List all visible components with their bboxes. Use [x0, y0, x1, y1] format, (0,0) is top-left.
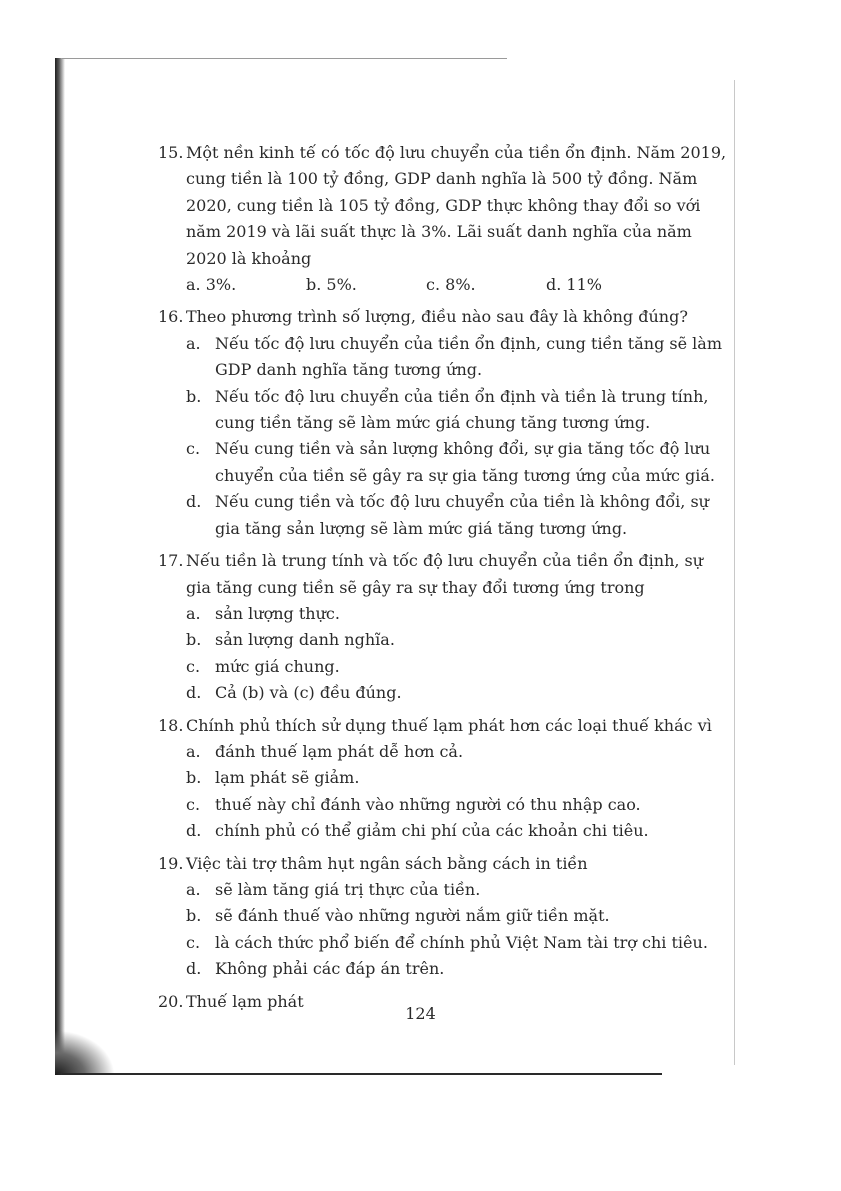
answer-option-a[interactable] [158, 877, 732, 903]
option-text: Không phải các đáp án trên. [215, 959, 445, 979]
answer-option-b[interactable] [158, 765, 732, 791]
answer-option-d[interactable] [158, 956, 732, 982]
page-bottom-edge [62, 1073, 662, 1075]
question-text: Nếu tiền là trung tính và tốc độ lưu chuyển của tiền ổn định, sự gia tăng cung tiền sẽ gây ra sự thay đổi tương ứng trong [186, 551, 704, 597]
option-letter: d. [186, 492, 202, 512]
question-16 [158, 304, 732, 542]
option-letter: d. [186, 821, 202, 841]
question-text: Chính phủ thích sử dụng thuế lạm phát hơn các loại thuế khác vì [186, 715, 712, 735]
answer-option-b[interactable] [158, 627, 732, 653]
answer-option-d[interactable] [158, 489, 732, 542]
option-text: thuế này chỉ đánh vào những người có thu nhập cao. [215, 794, 641, 814]
option-letter: b. [186, 906, 202, 926]
answer-option-a[interactable]: a. 3%. [186, 275, 237, 295]
question-number: 20. [158, 991, 184, 1011]
scan-corner-shadow [55, 1030, 115, 1075]
option-text: sẽ đánh thuế vào những người nắm giữ tiền mặt. [215, 906, 610, 926]
question-number: 16. [158, 307, 184, 327]
question-number: 17. [158, 551, 184, 571]
option-letter: a. [186, 603, 201, 623]
option-text: Nếu cung tiền và sản lượng không đổi, sự gia tăng tốc độ lưu chuyển của tiền sẽ gây ra sự gia tăng tương ứng của mức giá. [215, 439, 715, 485]
option-letter: c. [186, 656, 201, 676]
option-text: là cách thức phổ biến để chính phủ Việt Nam tài trợ chi tiêu. [215, 932, 708, 952]
question-17 [158, 548, 732, 706]
option-letter: c. [186, 794, 201, 814]
answer-option-d[interactable] [158, 680, 732, 706]
question-text: Việc tài trợ thâm hụt ngân sách bằng cách in tiền [186, 853, 588, 873]
answer-option-c[interactable] [158, 436, 732, 489]
option-letter: c. [186, 932, 201, 952]
question-list [158, 140, 732, 1021]
option-text: đánh thuế lạm phát dễ hơn cả. [215, 741, 464, 761]
answer-option-c[interactable]: c. 8%. [426, 275, 476, 295]
option-letter: b. [186, 630, 202, 650]
option-letter: a. [186, 879, 201, 899]
answer-option-d[interactable]: d. 11% [546, 275, 602, 295]
option-text: chính phủ có thể giảm chi phí của các khoản chi tiêu. [215, 821, 649, 841]
option-letter: a. [186, 333, 201, 353]
option-text: lạm phát sẽ giảm. [215, 768, 360, 788]
answer-option-a[interactable] [158, 331, 732, 384]
question-text: Một nền kinh tế có tốc độ lưu chuyển của tiền ổn định. Năm 2019, cung tiền là 100 tỷ đồng, GDP danh nghĩa là 500 tỷ đồng. Năm 2020, cung tiền là 105 tỷ đồng, GDP thực không thay đổi so với năm 2019 và lãi suất thực là 3%. Lãi suất danh nghĩa của năm 2020 là khoảng [186, 143, 727, 268]
option-text: Nếu tốc độ lưu chuyển của tiền ổn định và tiền là trung tính, cung tiền tăng sẽ làm mức giá chung tăng tương ứng. [215, 386, 709, 433]
option-letter: a. [186, 741, 201, 761]
option-letter: d. [186, 683, 202, 703]
answer-option-a[interactable] [158, 601, 732, 627]
option-text: Nếu tốc độ lưu chuyển của tiền ổn định, cung tiền tăng sẽ làm GDP danh nghĩa tăng tương ứng. [215, 333, 722, 380]
option-text: Nếu cung tiền và tốc độ lưu chuyển của tiền là không đổi, sự gia tăng sản lượng sẽ làm mức giá tăng tương ứng. [215, 492, 709, 538]
question-19 [158, 851, 732, 983]
option-text: sẽ làm tăng giá trị thực của tiền. [215, 879, 481, 899]
option-letter: b. [186, 768, 202, 788]
question-number: 15. [158, 143, 184, 162]
answer-option-c[interactable] [158, 654, 732, 680]
question-text: Thuế lạm phát [186, 991, 304, 1011]
page-number: 124 [405, 1004, 436, 1023]
answer-option-c[interactable] [158, 792, 732, 818]
question-15 [158, 140, 732, 298]
answer-option-c[interactable] [158, 930, 732, 956]
answer-option-b[interactable]: b. 5%. [306, 275, 357, 295]
option-text: Cả (b) và (c) đều đúng. [215, 683, 402, 703]
answer-option-a[interactable] [158, 739, 732, 765]
option-letter: d. [186, 959, 202, 979]
option-text: mức giá chung. [215, 656, 340, 676]
option-text: sản lượng thực. [215, 603, 340, 623]
question-18 [158, 713, 732, 845]
answer-option-d[interactable] [158, 818, 732, 844]
question-number: 19. [158, 853, 184, 873]
option-letter: c. [186, 439, 201, 459]
answer-options [158, 272, 732, 298]
option-text: sản lượng danh nghĩa. [215, 630, 395, 650]
page-top-edge [62, 58, 507, 59]
scan-edge-shadow [55, 58, 65, 1068]
answer-option-b[interactable] [158, 903, 732, 929]
answer-option-b[interactable] [158, 384, 732, 437]
option-letter: b. [186, 386, 202, 406]
question-text: Theo phương trình số lượng, điều nào sau đây là không đúng? [186, 307, 688, 327]
page-right-edge [734, 80, 735, 1065]
question-number: 18. [158, 715, 184, 735]
